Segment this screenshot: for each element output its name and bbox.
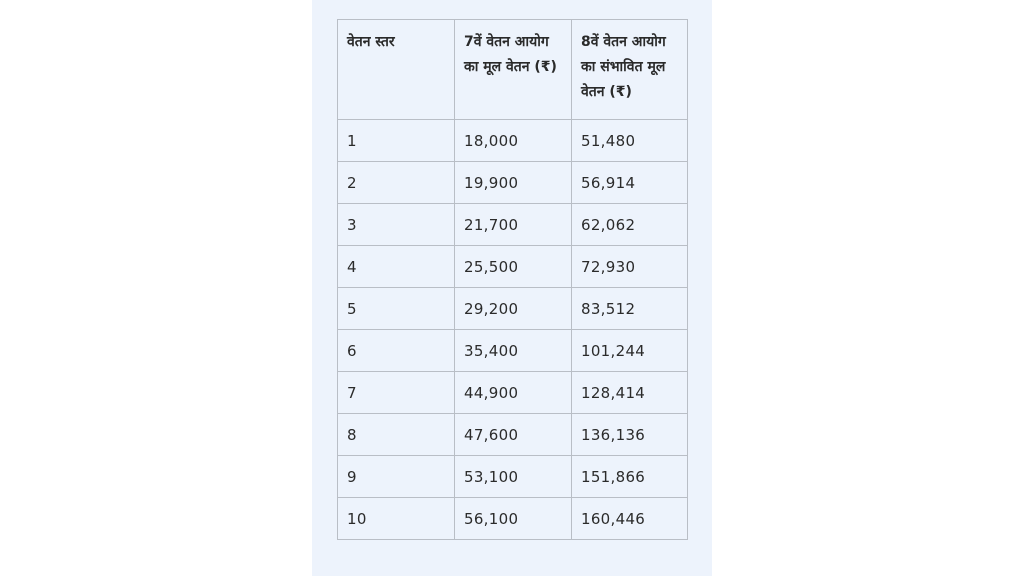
cell-8th-cpc-pay: 160,446: [572, 498, 688, 540]
table-header-row: [338, 20, 688, 120]
header-7th-cpc-basic-pay: 7वें वेतन आयोग का मूल वेतन (₹): [455, 20, 572, 120]
cell-7th-cpc-pay: 35,400: [455, 330, 572, 372]
table-row: [338, 372, 688, 414]
cell-8th-cpc-pay: 62,062: [572, 204, 688, 246]
cell-pay-level: 9: [338, 456, 455, 498]
cell-8th-cpc-pay: 72,930: [572, 246, 688, 288]
table-row: [338, 120, 688, 162]
cell-8th-cpc-pay: 51,480: [572, 120, 688, 162]
table-row: [338, 246, 688, 288]
cell-7th-cpc-pay: 19,900: [455, 162, 572, 204]
table-row: [338, 498, 688, 540]
header-8th-cpc-expected-basic-pay: 8वें वेतन आयोग का संभावित मूल वेतन (₹): [572, 20, 688, 120]
cell-pay-level: 4: [338, 246, 455, 288]
cell-8th-cpc-pay: 56,914: [572, 162, 688, 204]
table-row: [338, 414, 688, 456]
cell-8th-cpc-pay: 128,414: [572, 372, 688, 414]
cell-7th-cpc-pay: 21,700: [455, 204, 572, 246]
cell-pay-level: 5: [338, 288, 455, 330]
table-row: [338, 204, 688, 246]
cell-pay-level: 7: [338, 372, 455, 414]
pay-scale-table: [337, 19, 688, 540]
table-row: [338, 456, 688, 498]
content-panel: [312, 0, 712, 576]
cell-7th-cpc-pay: 53,100: [455, 456, 572, 498]
cell-pay-level: 8: [338, 414, 455, 456]
cell-pay-level: 2: [338, 162, 455, 204]
cell-7th-cpc-pay: 47,600: [455, 414, 572, 456]
cell-pay-level: 1: [338, 120, 455, 162]
cell-7th-cpc-pay: 18,000: [455, 120, 572, 162]
cell-8th-cpc-pay: 151,866: [572, 456, 688, 498]
cell-7th-cpc-pay: 44,900: [455, 372, 572, 414]
cell-8th-cpc-pay: 136,136: [572, 414, 688, 456]
cell-7th-cpc-pay: 56,100: [455, 498, 572, 540]
cell-7th-cpc-pay: 29,200: [455, 288, 572, 330]
cell-8th-cpc-pay: 83,512: [572, 288, 688, 330]
table-row: [338, 288, 688, 330]
table-row: [338, 330, 688, 372]
table-row: [338, 162, 688, 204]
cell-pay-level: 10: [338, 498, 455, 540]
cell-pay-level: 6: [338, 330, 455, 372]
header-pay-level: वेतन स्तर: [338, 20, 455, 120]
cell-7th-cpc-pay: 25,500: [455, 246, 572, 288]
cell-8th-cpc-pay: 101,244: [572, 330, 688, 372]
cell-pay-level: 3: [338, 204, 455, 246]
